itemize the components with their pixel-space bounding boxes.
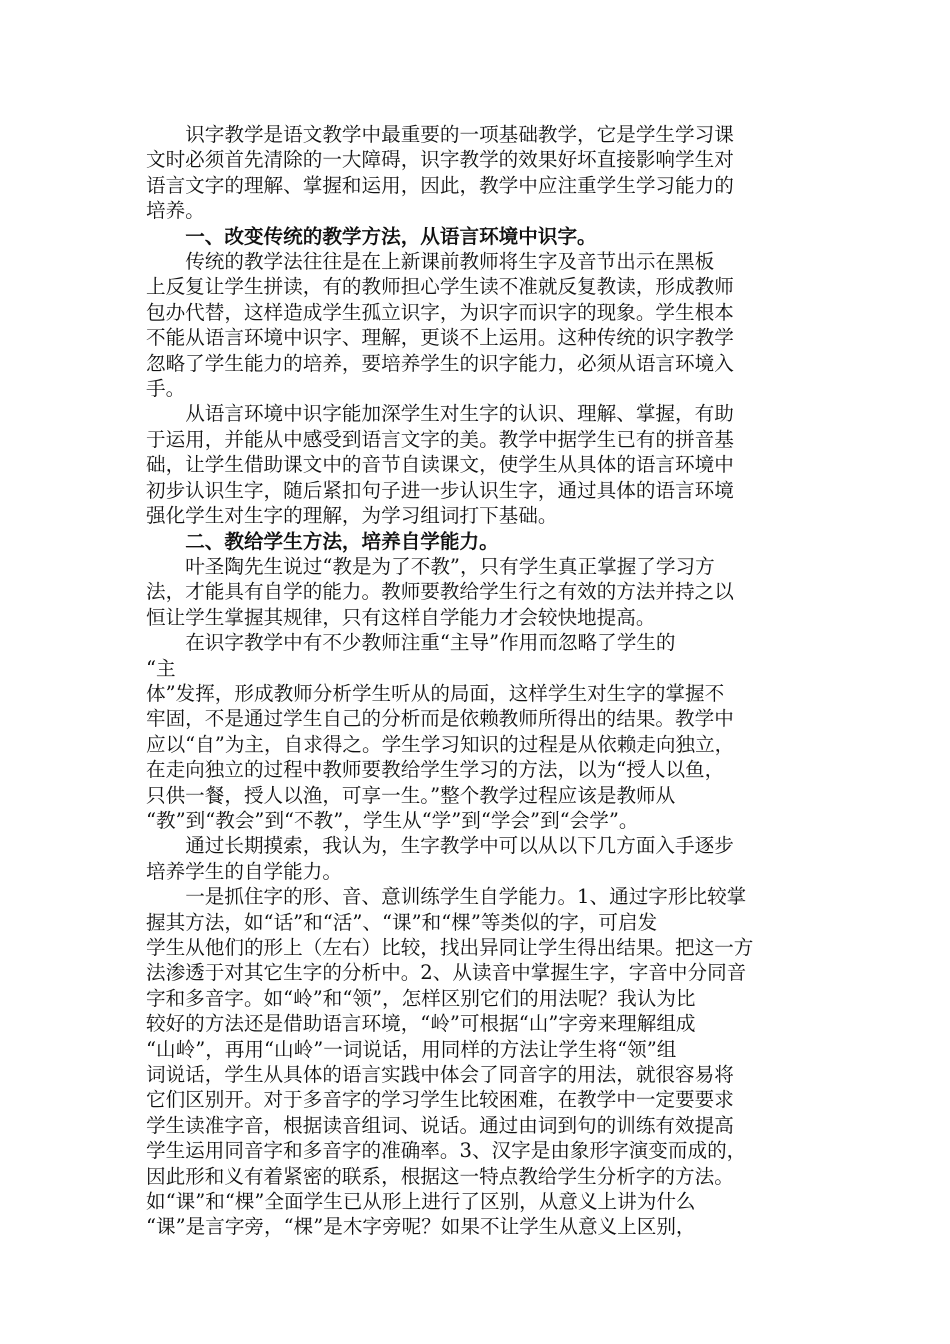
text-line: 识字教学是语文教学中最重要的一项基础教学，它是学生学习课 — [185, 123, 734, 146]
text-line: 法，才能具有自学的能力。教师要教给学生行之有效的方法并持之以 — [146, 580, 734, 604]
text-line: 强化学生对生字的理解，为学习组词打下基础。 — [146, 504, 558, 528]
section-heading-line: 二、教给学生方法，培养自学能力。 — [185, 529, 499, 553]
text-line: 通过长期摸索，我认为，生字教学中可以从以下几方面入手逐步 — [185, 834, 734, 858]
text-line: 不能从语言环境中识字、理解，更谈不上运用。这种传统的识字教学 — [146, 326, 734, 350]
text-line: 只供一餐，授人以渔，可享一生。”整个教学过程应该是教师从 — [146, 783, 676, 807]
text-line: 体”发挥，形成教师分析学生听从的局面，这样学生对生字的掌握不 — [146, 681, 725, 705]
text-line: “主 — [146, 656, 176, 680]
text-line: 上反复让学生拼读，有的教师担心学生读不准就反复教读，形成教师 — [146, 275, 734, 299]
text-line: 叶圣陶先生说过“教是为了不教”，只有学生真正掌握了学习方 — [185, 554, 715, 578]
section-heading-line: 一、改变传统的教学方法，从语言环境中识字。 — [185, 224, 597, 248]
text-line: 恒让学生掌握其规律，只有这样自学能力才会较快地提高。 — [146, 605, 656, 629]
text-line: 在识字教学中有不少教师注重“主导”作用而忽略了学生的 — [185, 631, 676, 655]
text-line: 法渗透于对其它生字的分析中。2、从读音中掌握生字，字音中分同音 — [146, 961, 747, 985]
text-line: “教”到“教会”到“不教”，学生从“学”到“学会”到“会学”。 — [146, 808, 639, 832]
text-line: 字和多音字。如“岭”和“领”，怎样区别它们的用法呢？我认为比 — [146, 986, 696, 1010]
text-line: 于运用，并能从中感受到语言文字的美。教学中据学生已有的拼音基 — [146, 427, 734, 451]
text-line: 文时必须首先清除的一大障碍，识字教学的效果好坏直接影响学生对 — [146, 148, 734, 172]
text-line: 如“课”和“棵”全面学生已从形上进行了区别，从意义上讲为什么 — [146, 1190, 696, 1214]
text-line: “课”是言字旁，“棵”是木字旁呢？如果不让学生从意义上区别， — [146, 1215, 696, 1239]
text-line: 牢固，不是通过学生自己的分析而是依赖教师所得出的结果。教学中 — [146, 707, 734, 731]
text-line: 握其方法，如“话”和“活”、“课”和“棵”等类似的字，可启发 — [146, 910, 658, 934]
document-body — [146, 122, 818, 1240]
text-line: 础，让学生借助课文中的音节自读课文，使学生从具体的语言环境中 — [146, 453, 734, 477]
text-line: 一是抓住字的形、音、意训练学生自学能力。1、通过字形比较掌 — [185, 885, 747, 909]
text-line: 它们区别开。对于多音字的学习学生比较困难，在教学中一定要要求 — [146, 1088, 734, 1112]
text-line: 因此形和义有着紧密的联系，根据这一特点教给学生分析字的方法。 — [146, 1164, 734, 1188]
text-line: 在走向独立的过程中教师要教给学生学习的方法，以为“授人以鱼， — [146, 758, 725, 782]
text-line: 语言文字的理解、掌握和运用，因此，教学中应注重学生学习能力的 — [146, 173, 734, 197]
text-line: 传统的教学法往往是在上新课前教师将生字及音节出示在黑板 — [185, 250, 715, 274]
text-line: 忽略了学生能力的培养，要培养学生的识字能力，必须从语言环境入 — [146, 351, 734, 375]
text-line: 学生读准字音，根据读音组词、说话。通过由词到句的训练有效提高 — [146, 1113, 734, 1137]
text-line: 学生从他们的形上（左右）比较，找出异同让学生得出结果。把这一方 — [146, 936, 754, 959]
text-line: 初步认识生字，随后紧扣句子进一步认识生字，通过具体的语言环境 — [146, 478, 734, 502]
text-line: 培养。 — [146, 199, 205, 223]
text-line: 手。 — [146, 377, 186, 401]
text-line: “山岭”，再用“山岭”一词说话，用同样的方法让学生将“领”组 — [146, 1037, 677, 1061]
text-line: 从语言环境中识字能加深学生对生字的认识、理解、掌握，有助 — [185, 402, 734, 426]
text-line: 词说话，学生从具体的语言实践中体会了同音字的用法，就很容易将 — [146, 1063, 734, 1087]
text-line: 培养学生的自学能力。 — [146, 859, 342, 883]
text-line: 学生运用同音字和多音字的准确率。3、汉字是由象形字演变而成的， — [146, 1139, 747, 1163]
text-line: 应以“自”为主，自求得之。学生学习知识的过程是从依赖走向独立， — [146, 732, 735, 756]
text-line: 包办代替，这样造成学生孤立识字，为识字而识字的现象。学生根本 — [146, 300, 734, 324]
text-line: 较好的方法还是借助语言环境，“岭”可根据“山”字旁来理解组成 — [146, 1012, 696, 1036]
